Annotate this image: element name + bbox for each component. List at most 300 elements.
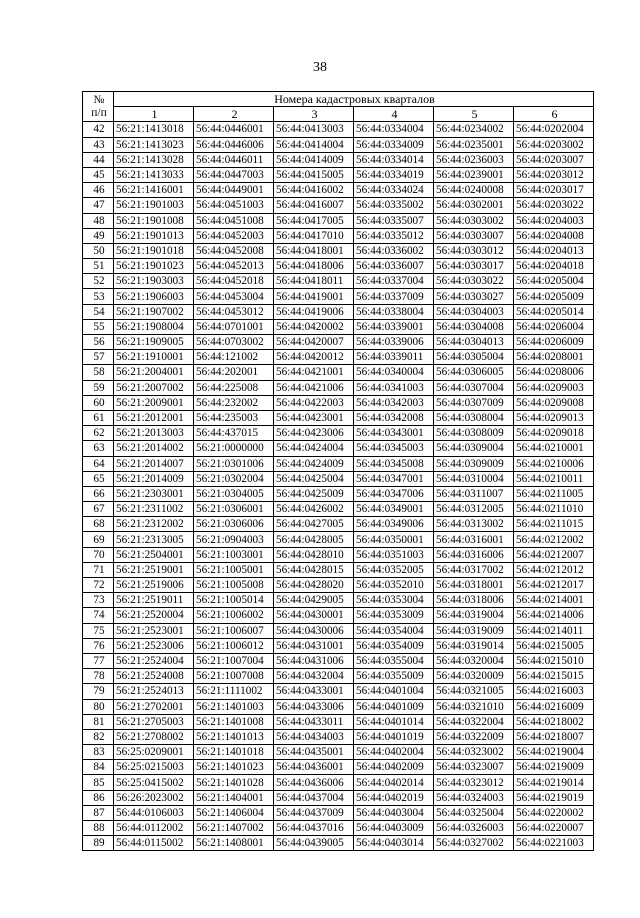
column-header: 3 [274, 107, 354, 122]
table-row [83, 259, 594, 274]
cadastral-number-cell: 56:44:0413003 [274, 122, 354, 137]
table-row [83, 821, 594, 836]
cadastral-number-cell: 56:44:0307009 [434, 395, 514, 410]
cadastral-number-cell: 56:21:1406004 [194, 805, 274, 820]
cadastral-number-cell: 56:21:1413023 [114, 137, 194, 152]
row-number-cell: 70 [83, 547, 114, 562]
cadastral-number-cell: 56:21:2013003 [114, 426, 194, 441]
cadastral-number-cell: 56:44:0309004 [434, 441, 514, 456]
cadastral-number-cell: 56:44:0434003 [274, 729, 354, 744]
row-number-cell: 61 [83, 410, 114, 425]
table-row [83, 836, 594, 851]
cadastral-number-cell: 56:44:0303012 [434, 243, 514, 258]
cadastral-number-cell: 56:44:0415005 [274, 167, 354, 182]
cadastral-number-cell: 56:21:1401013 [194, 729, 274, 744]
cadastral-number-cell: 56:44:0436006 [274, 775, 354, 790]
cadastral-number-cell: 56:44:0308004 [434, 410, 514, 425]
cadastral-number-cell: 56:44:0218002 [514, 714, 594, 729]
cadastral-number-cell: 56:21:2708002 [114, 729, 194, 744]
cadastral-number-cell: 56:44:0219019 [514, 790, 594, 805]
cadastral-number-cell: 56:44:0321005 [434, 684, 514, 699]
table-row [83, 319, 594, 334]
cadastral-number-cell: 56:44:121002 [194, 350, 274, 365]
cadastral-number-cell: 56:44:0352010 [354, 578, 434, 593]
header-group: Номера кадастровых кварталов [114, 92, 594, 107]
table-body [83, 122, 594, 851]
cadastral-number-cell: 56:44:0306005 [434, 365, 514, 380]
cadastral-number-cell: 56:44:0303027 [434, 289, 514, 304]
cadastral-number-cell: 56:44:0403014 [354, 836, 434, 851]
table-row [83, 198, 594, 213]
cadastral-number-cell: 56:44:0211015 [514, 517, 594, 532]
cadastral-number-cell: 56:21:1007004 [194, 653, 274, 668]
row-number-cell: 81 [83, 714, 114, 729]
cadastral-number-cell: 56:21:1910001 [114, 350, 194, 365]
cadastral-number-cell: 56:44:0305004 [434, 350, 514, 365]
cadastral-number-cell: 56:44:0427005 [274, 517, 354, 532]
cadastral-number-cell: 56:44:0425004 [274, 471, 354, 486]
table-row [83, 228, 594, 243]
cadastral-number-cell: 56:21:1003001 [194, 547, 274, 562]
cadastral-number-cell: 56:44:0349001 [354, 502, 434, 517]
cadastral-number-cell: 56:44:0206004 [514, 319, 594, 334]
cadastral-number-cell: 56:44:0436001 [274, 760, 354, 775]
cadastral-number-cell: 56:21:1907002 [114, 304, 194, 319]
cadastral-number-cell: 56:21:1413033 [114, 167, 194, 182]
row-number-cell: 59 [83, 380, 114, 395]
cadastral-number-cell: 56:44:0318006 [434, 593, 514, 608]
cadastral-number-cell: 56:44:0321010 [434, 699, 514, 714]
cadastral-number-cell: 56:44:0341003 [354, 380, 434, 395]
cadastral-number-cell: 56:21:1909005 [114, 335, 194, 350]
cadastral-number-cell: 56:44:0342008 [354, 410, 434, 425]
table-row [83, 486, 594, 501]
cadastral-number-cell: 56:44:0319014 [434, 638, 514, 653]
cadastral-number-cell: 56:44:0303017 [434, 259, 514, 274]
cadastral-number-cell: 56:44:0235001 [434, 137, 514, 152]
row-number-cell: 58 [83, 365, 114, 380]
cadastral-number-cell: 56:44:0340004 [354, 365, 434, 380]
cadastral-number-cell: 56:44:0402019 [354, 790, 434, 805]
cadastral-number-cell: 56:44:0327002 [434, 836, 514, 851]
table-row [83, 593, 594, 608]
cadastral-number-cell: 56:44:235003 [194, 410, 274, 425]
cadastral-number-cell: 56:44:0402009 [354, 760, 434, 775]
cadastral-number-cell: 56:44:0215015 [514, 669, 594, 684]
cadastral-number-cell: 56:21:0306006 [194, 517, 274, 532]
cadastral-number-cell: 56:44:0339011 [354, 350, 434, 365]
row-number-cell: 54 [83, 304, 114, 319]
cadastral-number-cell: 56:44:0422003 [274, 395, 354, 410]
cadastral-number-cell: 56:44:0239001 [434, 167, 514, 182]
cadastral-number-cell: 56:44:0452008 [194, 243, 274, 258]
cadastral-number-cell: 56:21:1401028 [194, 775, 274, 790]
cadastral-number-cell: 56:44:0347006 [354, 486, 434, 501]
cadastral-number-cell: 56:44:0211010 [514, 502, 594, 517]
table-row [83, 517, 594, 532]
cadastral-number-cell: 56:44:0203022 [514, 198, 594, 213]
cadastral-number-cell: 56:44:0432004 [274, 669, 354, 684]
cadastral-number-cell: 56:44:0419006 [274, 304, 354, 319]
cadastral-number-cell: 56:44:0452013 [194, 259, 274, 274]
row-number-cell: 80 [83, 699, 114, 714]
cadastral-table [82, 91, 594, 851]
table-row [83, 395, 594, 410]
cadastral-number-cell: 56:44:0355004 [354, 653, 434, 668]
cadastral-number-cell: 56:21:2303001 [114, 486, 194, 501]
cadastral-number-cell: 56:44:0205014 [514, 304, 594, 319]
row-number-cell: 83 [83, 745, 114, 760]
cadastral-number-cell: 56:21:2313005 [114, 532, 194, 547]
cadastral-number-cell: 56:44:0439005 [274, 836, 354, 851]
cadastral-number-cell: 56:44:0349006 [354, 517, 434, 532]
row-number-cell: 45 [83, 167, 114, 182]
cadastral-number-cell: 56:26:2023002 [114, 790, 194, 805]
table-row [83, 304, 594, 319]
cadastral-number-cell: 56:44:0428010 [274, 547, 354, 562]
table-row [83, 152, 594, 167]
cadastral-number-cell: 56:44:0210006 [514, 456, 594, 471]
cadastral-number-cell: 56:44:0316001 [434, 532, 514, 547]
cadastral-number-cell: 56:44:0423001 [274, 410, 354, 425]
cadastral-number-cell: 56:44:0433006 [274, 699, 354, 714]
cadastral-number-cell: 56:44:0401004 [354, 684, 434, 699]
table-row [83, 623, 594, 638]
cadastral-number-cell: 56:21:2014009 [114, 471, 194, 486]
cadastral-number-cell: 56:44:0320004 [434, 653, 514, 668]
cadastral-number-cell: 56:21:2014002 [114, 441, 194, 456]
row-number-cell: 75 [83, 623, 114, 638]
cadastral-number-cell: 56:44:0221003 [514, 836, 594, 851]
cadastral-number-cell: 56:44:0336002 [354, 243, 434, 258]
cadastral-number-cell: 56:44:0334009 [354, 137, 434, 152]
cadastral-number-cell: 56:25:0215003 [114, 760, 194, 775]
cadastral-number-cell: 56:21:2007002 [114, 380, 194, 395]
cadastral-number-cell: 56:21:1416001 [114, 183, 194, 198]
cadastral-number-cell: 56:21:2705003 [114, 714, 194, 729]
header-number-sub: п/п [91, 106, 107, 119]
cadastral-number-cell: 56:44:0425009 [274, 486, 354, 501]
cadastral-number-cell: 56:44:0354004 [354, 623, 434, 638]
cadastral-number-cell: 56:44:0428015 [274, 562, 354, 577]
cadastral-number-cell: 56:44:0316006 [434, 547, 514, 562]
cadastral-number-cell: 56:44:0337009 [354, 289, 434, 304]
cadastral-number-cell: 56:44:0453004 [194, 289, 274, 304]
cadastral-number-cell: 56:44:0446006 [194, 137, 274, 152]
cadastral-number-cell: 56:44:0420012 [274, 350, 354, 365]
cadastral-number-cell: 56:44:0424004 [274, 441, 354, 456]
cadastral-number-cell: 56:44:0345008 [354, 456, 434, 471]
table-row [83, 532, 594, 547]
row-number-cell: 63 [83, 441, 114, 456]
cadastral-number-cell: 56:44:0421006 [274, 380, 354, 395]
cadastral-number-cell: 56:44:0115002 [114, 836, 194, 851]
row-number-cell: 68 [83, 517, 114, 532]
table-row [83, 699, 594, 714]
cadastral-number-cell: 56:44:0318001 [434, 578, 514, 593]
cadastral-number-cell: 56:44:0449001 [194, 183, 274, 198]
cadastral-number-cell: 56:44:0451003 [194, 198, 274, 213]
table-row [83, 426, 594, 441]
table-row [83, 441, 594, 456]
cadastral-number-cell: 56:44:0214001 [514, 593, 594, 608]
cadastral-number-cell: 56:44:0212002 [514, 532, 594, 547]
cadastral-number-cell: 56:44:0326003 [434, 821, 514, 836]
cadastral-number-cell: 56:44:0216003 [514, 684, 594, 699]
cadastral-number-cell: 56:44:0334014 [354, 152, 434, 167]
cadastral-number-cell: 56:44:0435001 [274, 745, 354, 760]
cadastral-number-cell: 56:44:0323007 [434, 760, 514, 775]
cadastral-number-cell: 56:21:1005008 [194, 578, 274, 593]
cadastral-number-cell: 56:44:0203002 [514, 137, 594, 152]
table-row [83, 289, 594, 304]
row-number-cell: 77 [83, 653, 114, 668]
row-number-cell: 53 [83, 289, 114, 304]
row-number-cell: 85 [83, 775, 114, 790]
cadastral-number-cell: 56:44:0234002 [434, 122, 514, 137]
cadastral-number-cell: 56:44:0216009 [514, 699, 594, 714]
cadastral-number-cell: 56:44:0429005 [274, 593, 354, 608]
cadastral-number-cell: 56:44:0446001 [194, 122, 274, 137]
cadastral-number-cell: 56:21:1404001 [194, 790, 274, 805]
cadastral-number-cell: 56:21:1006012 [194, 638, 274, 653]
cadastral-number-cell: 56:44:0431006 [274, 653, 354, 668]
cadastral-number-cell: 56:44:0214011 [514, 623, 594, 638]
cadastral-number-cell: 56:44:0414009 [274, 152, 354, 167]
cadastral-number-cell: 56:21:2004001 [114, 365, 194, 380]
cadastral-number-cell: 56:44:0353009 [354, 608, 434, 623]
cadastral-number-cell: 56:44:0426002 [274, 502, 354, 517]
row-number-cell: 51 [83, 259, 114, 274]
cadastral-number-cell: 56:44:232002 [194, 395, 274, 410]
cadastral-number-cell: 56:44:0402014 [354, 775, 434, 790]
cadastral-number-cell: 56:44:0337004 [354, 274, 434, 289]
table-row [83, 456, 594, 471]
cadastral-number-cell: 56:44:0302001 [434, 198, 514, 213]
cadastral-number-cell: 56:44:0209008 [514, 395, 594, 410]
cadastral-number-cell: 56:44:0355009 [354, 669, 434, 684]
cadastral-number-cell: 56:21:1901023 [114, 259, 194, 274]
cadastral-number-cell: 56:44:0309009 [434, 456, 514, 471]
table-row [83, 608, 594, 623]
cadastral-number-cell: 56:44:0205009 [514, 289, 594, 304]
cadastral-number-cell: 56:44:0323002 [434, 745, 514, 760]
cadastral-number-cell: 56:44:0416007 [274, 198, 354, 213]
cadastral-number-cell: 56:21:2311002 [114, 502, 194, 517]
cadastral-number-cell: 56:44:437015 [194, 426, 274, 441]
cadastral-number-cell: 56:44:0418011 [274, 274, 354, 289]
cadastral-number-cell: 56:44:0433011 [274, 714, 354, 729]
cadastral-number-cell: 56:44:0304013 [434, 335, 514, 350]
table-row [83, 243, 594, 258]
cadastral-number-cell: 56:44:0204003 [514, 213, 594, 228]
cadastral-number-cell: 56:44:0203007 [514, 152, 594, 167]
row-number-cell: 64 [83, 456, 114, 471]
cadastral-number-cell: 56:21:1111002 [194, 684, 274, 699]
cadastral-number-cell: 56:44:0303007 [434, 228, 514, 243]
cadastral-number-cell: 56:44:0431001 [274, 638, 354, 653]
cadastral-number-cell: 56:44:0335012 [354, 228, 434, 243]
cadastral-number-cell: 56:44:0219014 [514, 775, 594, 790]
column-header: 2 [194, 107, 274, 122]
cadastral-number-cell: 56:44:0303002 [434, 213, 514, 228]
cadastral-number-cell: 56:44:0307004 [434, 380, 514, 395]
cadastral-number-cell: 56:44:0106003 [114, 805, 194, 820]
cadastral-number-cell: 56:44:0417010 [274, 228, 354, 243]
row-number-cell: 42 [83, 122, 114, 137]
cadastral-number-cell: 56:21:1901008 [114, 213, 194, 228]
row-number-cell: 62 [83, 426, 114, 441]
cadastral-number-cell: 56:44:0447003 [194, 167, 274, 182]
cadastral-number-cell: 56:44:0421001 [274, 365, 354, 380]
cadastral-number-cell: 56:44:0210011 [514, 471, 594, 486]
row-number-cell: 55 [83, 319, 114, 334]
cadastral-number-cell: 56:44:0423006 [274, 426, 354, 441]
table-row [83, 350, 594, 365]
cadastral-number-cell: 56:44:0206009 [514, 335, 594, 350]
cadastral-number-cell: 56:44:0319009 [434, 623, 514, 638]
cadastral-number-cell: 56:21:1408001 [194, 836, 274, 851]
page-number: 38 [313, 60, 327, 75]
cadastral-number-cell: 56:44:0215005 [514, 638, 594, 653]
cadastral-number-cell: 56:44:0303022 [434, 274, 514, 289]
cadastral-number-cell: 56:44:0446011 [194, 152, 274, 167]
cadastral-number-cell: 56:44:0304003 [434, 304, 514, 319]
cadastral-number-cell: 56:44:0339006 [354, 335, 434, 350]
table-row [83, 714, 594, 729]
table-row [83, 562, 594, 577]
row-number-cell: 57 [83, 350, 114, 365]
row-number-cell: 66 [83, 486, 114, 501]
cadastral-number-cell: 56:21:1006007 [194, 623, 274, 638]
cadastral-number-cell: 56:44:0334024 [354, 183, 434, 198]
cadastral-number-cell: 56:21:1005001 [194, 562, 274, 577]
row-number-cell: 88 [83, 821, 114, 836]
cadastral-number-cell: 56:44:0209018 [514, 426, 594, 441]
cadastral-number-cell: 56:44:0313002 [434, 517, 514, 532]
cadastral-number-cell: 56:44:225008 [194, 380, 274, 395]
cadastral-number-cell: 56:44:0420002 [274, 319, 354, 334]
cadastral-number-cell: 56:44:0312005 [434, 502, 514, 517]
cadastral-number-cell: 56:44:0204018 [514, 259, 594, 274]
row-number-cell: 50 [83, 243, 114, 258]
cadastral-number-cell: 56:44:0353004 [354, 593, 434, 608]
cadastral-number-cell: 56:21:2523001 [114, 623, 194, 638]
cadastral-number-cell: 56:44:0209003 [514, 380, 594, 395]
row-number-cell: 71 [83, 562, 114, 577]
cadastral-number-cell: 56:21:1005014 [194, 593, 274, 608]
cadastral-number-cell: 56:44:0214006 [514, 608, 594, 623]
cadastral-number-cell: 56:44:0334019 [354, 167, 434, 182]
cadastral-number-cell: 56:21:0904003 [194, 532, 274, 547]
cadastral-number-cell: 56:44:0350001 [354, 532, 434, 547]
cadastral-number-cell: 56:44:0336007 [354, 259, 434, 274]
cadastral-number-cell: 56:44:0335002 [354, 198, 434, 213]
table-row [83, 805, 594, 820]
cadastral-number-cell: 56:21:2014007 [114, 456, 194, 471]
cadastral-number-cell: 56:44:0402004 [354, 745, 434, 760]
cadastral-number-cell: 56:44:0352005 [354, 562, 434, 577]
cadastral-number-cell: 56:44:0112002 [114, 821, 194, 836]
cadastral-number-cell: 56:44:0430006 [274, 623, 354, 638]
cadastral-number-cell: 56:44:0211005 [514, 486, 594, 501]
cadastral-number-cell: 56:44:0218007 [514, 729, 594, 744]
cadastral-number-cell: 56:44:0416002 [274, 183, 354, 198]
table-row [83, 653, 594, 668]
cadastral-number-cell: 56:44:0414004 [274, 137, 354, 152]
cadastral-number-cell: 56:44:0419001 [274, 289, 354, 304]
cadastral-number-cell: 56:44:0208001 [514, 350, 594, 365]
table-row [83, 167, 594, 182]
cadastral-number-cell: 56:21:2524004 [114, 653, 194, 668]
cadastral-number-cell: 56:21:1401008 [194, 714, 274, 729]
row-number-cell: 52 [83, 274, 114, 289]
row-number-cell: 76 [83, 638, 114, 653]
cadastral-number-cell: 56:44:0204013 [514, 243, 594, 258]
cadastral-number-cell: 56:44:0320009 [434, 669, 514, 684]
cadastral-number-cell: 56:21:1901018 [114, 243, 194, 258]
cadastral-number-cell: 56:44:0351003 [354, 547, 434, 562]
row-number-cell: 46 [83, 183, 114, 198]
column-header: 6 [514, 107, 594, 122]
cadastral-number-cell: 56:44:0324003 [434, 790, 514, 805]
cadastral-number-cell: 56:21:0302004 [194, 471, 274, 486]
table-row [83, 638, 594, 653]
cadastral-number-cell: 56:21:2523006 [114, 638, 194, 653]
cadastral-number-cell: 56:44:202001 [194, 365, 274, 380]
cadastral-number-cell: 56:44:0212012 [514, 562, 594, 577]
column-header: 5 [434, 107, 514, 122]
cadastral-number-cell: 56:21:1901003 [114, 198, 194, 213]
cadastral-number-cell: 56:44:0701001 [194, 319, 274, 334]
cadastral-number-cell: 56:21:1413018 [114, 122, 194, 137]
cadastral-number-cell: 56:44:0453012 [194, 304, 274, 319]
table-row [83, 365, 594, 380]
row-number-cell: 69 [83, 532, 114, 547]
cadastral-number-cell: 56:21:2519011 [114, 593, 194, 608]
cadastral-number-cell: 56:44:0322004 [434, 714, 514, 729]
cadastral-number-cell: 56:44:0236003 [434, 152, 514, 167]
cadastral-number-cell: 56:25:0209001 [114, 745, 194, 760]
table-row [83, 547, 594, 562]
cadastral-number-cell: 56:44:0420007 [274, 335, 354, 350]
cadastral-number-cell: 56:44:0215010 [514, 653, 594, 668]
cadastral-number-cell: 56:21:1401018 [194, 745, 274, 760]
cadastral-number-cell: 56:44:0342003 [354, 395, 434, 410]
cadastral-number-cell: 56:44:0203017 [514, 183, 594, 198]
cadastral-number-cell: 56:44:0212017 [514, 578, 594, 593]
cadastral-number-cell: 56:44:0319004 [434, 608, 514, 623]
row-number-cell: 43 [83, 137, 114, 152]
cadastral-number-cell: 56:44:0418001 [274, 243, 354, 258]
cadastral-number-cell: 56:44:0401009 [354, 699, 434, 714]
cadastral-number-cell: 56:44:0339001 [354, 319, 434, 334]
cadastral-number-cell: 56:21:1413028 [114, 152, 194, 167]
column-header: 1 [114, 107, 194, 122]
cadastral-number-cell: 56:44:0338004 [354, 304, 434, 319]
table-row [83, 669, 594, 684]
cadastral-number-cell: 56:44:0437004 [274, 790, 354, 805]
cadastral-number-cell: 56:44:0203012 [514, 167, 594, 182]
cadastral-number-cell: 56:44:0334004 [354, 122, 434, 137]
cadastral-number-cell: 56:44:0208006 [514, 365, 594, 380]
row-number-cell: 49 [83, 228, 114, 243]
cadastral-number-cell: 56:21:2519006 [114, 578, 194, 593]
cadastral-number-cell: 56:21:1006002 [194, 608, 274, 623]
cadastral-number-cell: 56:21:1407002 [194, 821, 274, 836]
cadastral-number-cell: 56:44:0428020 [274, 578, 354, 593]
cadastral-number-cell: 56:44:0220002 [514, 805, 594, 820]
